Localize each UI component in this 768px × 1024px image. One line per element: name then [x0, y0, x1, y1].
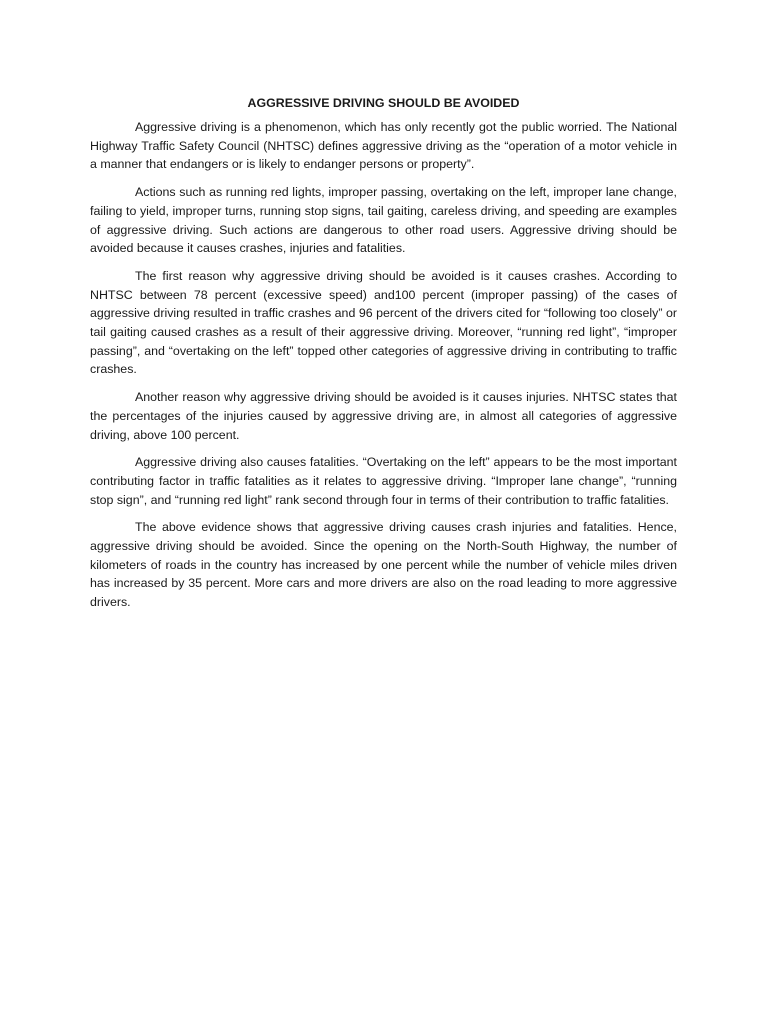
document-body — [90, 94, 677, 621]
paragraph-6: The above evidence shows that aggressive driving causes crash injuries and fatalities. Hence, aggressive driving should be avoided. Since the opening on the North-South Highway, the number of kilometers of roads in the country has increased by one percent while the number of vehicle miles driven has increased by 35 percent. More cars and more drivers are also on the road leading to more aggressive drivers. — [90, 520, 677, 610]
paragraph-1: Aggressive driving is a phenomenon, which has only recently got the public worried. The National Highway Traffic Safety Council (NHTSC) defines aggressive driving as the “operation of a motor vehicle in a manner that endangers or is likely to endanger persons or property”. — [90, 120, 677, 172]
paragraph-3: The first reason why aggressive driving should be avoided is it causes crashes. According to NHTSC between 78 percent (excessive speed) and100 percent (improper passing) of the cases of aggressive driving resulted in traffic crashes and 96 percent of the drivers cited for “following too closely” or tail gaiting caused crashes as a result of their aggressive driving. Moreover, “running red light”, “improper passing”, and “overtaking on the left” topped other categories of aggressive driving in contributing to traffic crashes. — [90, 268, 677, 377]
paragraph-2: Actions such as running red lights, improper passing, overtaking on the left, improper lane change, failing to yield, improper turns, running stop signs, tail gaiting, careless driving, and speeding are examples of aggressive driving. Such actions are dangerous to other road users. Aggressive driving should be avoided because it causes crashes, injuries and fatalities. — [90, 185, 677, 256]
document-title: AGGRESSIVE DRIVING SHOULD BE AVOIDED — [247, 96, 520, 110]
paragraph-4: Another reason why aggressive driving should be avoided is it causes injuries. NHTSC states that the percentages of the injuries caused by aggressive driving are, in almost all categories of aggressive driving, above 100 percent. — [90, 390, 677, 442]
paragraph-5: Aggressive driving also causes fatalities. “Overtaking on the left” appears to be the most important contributing factor in traffic fatalities as it relates to aggressive driving. “Improper lane change”, “running stop sign”, and “running red light” rank second through four in terms of their contribution to traffic fatalities. — [90, 455, 677, 507]
